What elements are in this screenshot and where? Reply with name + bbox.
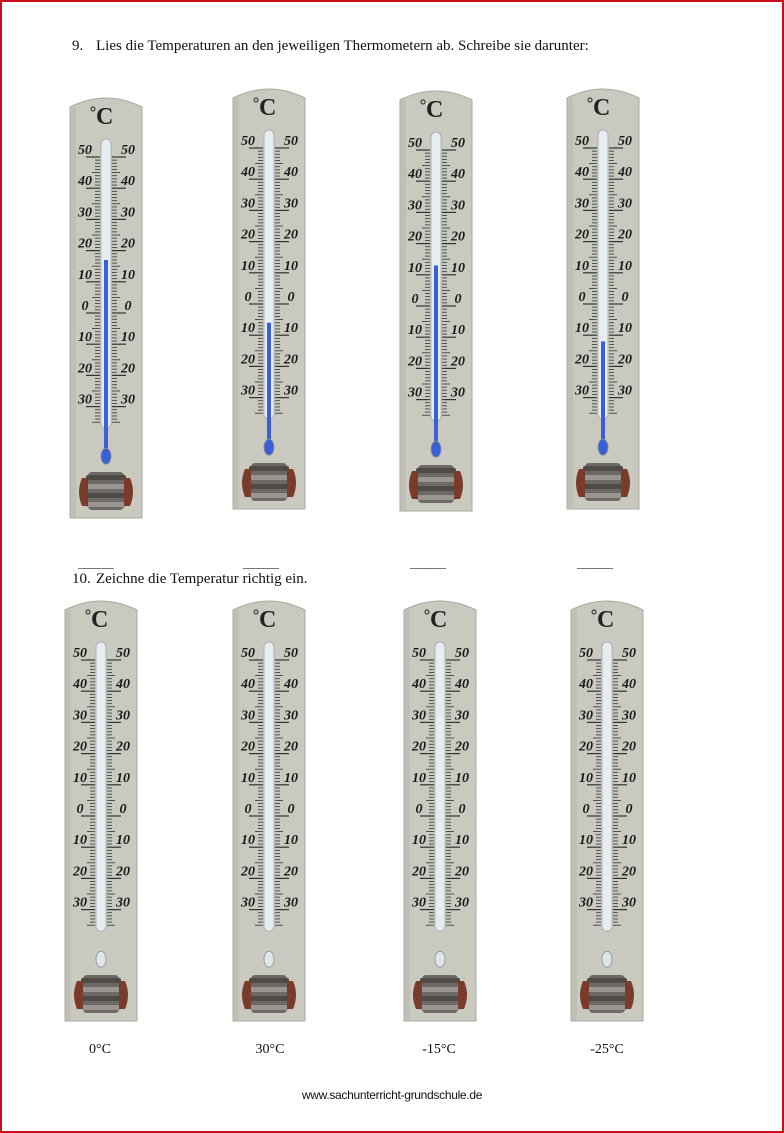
footer-url: www.sachunterricht-grundschule.de: [301, 1088, 483, 1102]
scale-label-right: 20: [451, 354, 465, 370]
scale-label-left: 0: [81, 299, 89, 314]
scale-label-right: 20: [451, 229, 465, 245]
scale-label-right: 0: [119, 802, 127, 817]
scale-label-right: 20: [618, 352, 632, 368]
task-9-text: Lies die Temperaturen an den jeweiligen Thermometern ab. Schreibe sie darunter:: [96, 38, 589, 54]
scale-label-left: 40: [579, 677, 593, 693]
scale-label-left: 30: [73, 895, 87, 911]
target-temp-2: 30°C: [255, 1042, 285, 1057]
scale-label-right: 50: [455, 646, 469, 661]
task-9: [72, 38, 589, 55]
scale-label-left: 10: [575, 258, 589, 274]
scale-label-right: 0: [458, 802, 466, 817]
scale-label-right: 0: [287, 290, 295, 305]
scale-label-right: 10: [284, 770, 298, 786]
celsius-label: C: [426, 97, 444, 123]
scale-label-left: 0: [244, 290, 252, 305]
scale-label-left: 0: [244, 802, 252, 817]
scale-label-right: 0: [621, 290, 629, 305]
scale-label-left: 30: [241, 196, 255, 212]
celsius-label: C: [593, 95, 611, 121]
scale-label-right: 50: [116, 646, 130, 661]
thermometer-4: [565, 84, 641, 511]
scale-label-left: 20: [241, 227, 255, 243]
scale-label-right: 50: [121, 143, 135, 158]
scale-label-right: 30: [284, 383, 298, 399]
thermometer-7[interactable]: [402, 596, 478, 1023]
scale-label-left: 10: [73, 833, 87, 849]
scale-label-left: 30: [241, 895, 255, 911]
scale-label-left: 10: [78, 267, 92, 283]
scale-label-right: 50: [284, 646, 298, 661]
answer-blank-1[interactable]: _______: [78, 556, 113, 570]
scale-label-right: 40: [284, 165, 298, 181]
scale-label-right: 10: [622, 833, 636, 849]
scale-label-right: 10: [451, 323, 465, 339]
scale-label-left: 50: [575, 134, 589, 149]
scale-label-right: 30: [116, 708, 130, 724]
thermometer-3: [398, 86, 474, 513]
scale-label-right: 30: [622, 895, 636, 911]
scale-label-right: 20: [622, 739, 636, 755]
scale-label-left: 40: [408, 167, 422, 183]
scale-label-left: 30: [78, 205, 92, 221]
scale-label-right: 30: [455, 895, 469, 911]
thermometer-2: [231, 84, 307, 511]
scale-label-right: 10: [455, 833, 469, 849]
scale-label-left: 10: [241, 258, 255, 274]
scale-label-left: 20: [78, 236, 92, 252]
scale-label-right: 50: [284, 134, 298, 149]
scale-label-left: 50: [73, 646, 87, 661]
thermometer-graphic: [569, 596, 645, 1023]
scale-label-left: 40: [241, 677, 255, 693]
scale-label-left: 20: [579, 864, 593, 880]
scale-label-left: 20: [579, 739, 593, 755]
target-temp-4: -25°C: [590, 1042, 624, 1057]
thermometer-8[interactable]: [569, 596, 645, 1023]
scale-label-left: 40: [78, 174, 92, 190]
scale-label-left: 10: [579, 770, 593, 786]
scale-label-left: 10: [241, 770, 255, 786]
scale-label-right: 0: [124, 299, 132, 314]
scale-label-right: 30: [451, 198, 465, 214]
scale-label-right: 10: [622, 770, 636, 786]
scale-label-right: 10: [116, 770, 130, 786]
scale-label-right: 10: [618, 258, 632, 274]
scale-label-left: 30: [73, 708, 87, 724]
scale-label-right: 40: [618, 165, 632, 181]
scale-label-left: 20: [73, 864, 87, 880]
scale-label-right: 10: [116, 833, 130, 849]
scale-label-left: 30: [579, 895, 593, 911]
scale-label-left: 20: [408, 229, 422, 245]
scale-label-left: 50: [241, 134, 255, 149]
scale-label-left: 30: [579, 708, 593, 724]
answer-blank-4[interactable]: _______: [577, 556, 612, 570]
scale-label-left: 20: [412, 739, 426, 755]
scale-label-right: 10: [284, 258, 298, 274]
scale-label-left: 20: [241, 864, 255, 880]
scale-label-left: 30: [241, 708, 255, 724]
scale-label-right: 10: [121, 267, 135, 283]
scale-label-right: 10: [451, 260, 465, 276]
thermometer-1: [68, 93, 144, 520]
scale-label-right: 0: [287, 802, 295, 817]
scale-label-right: 20: [116, 864, 130, 880]
scale-label-right: 30: [284, 895, 298, 911]
scale-label-right: 0: [625, 802, 633, 817]
scale-label-left: 30: [241, 383, 255, 399]
target-temp-3: -15°C: [422, 1042, 456, 1057]
scale-label-left: 10: [579, 833, 593, 849]
scale-label-left: 0: [76, 802, 84, 817]
scale-label-left: 10: [78, 330, 92, 346]
thermometer-5[interactable]: [63, 596, 139, 1023]
scale-label-right: 30: [618, 196, 632, 212]
scale-label-right: 30: [618, 383, 632, 399]
scale-label-left: 10: [408, 260, 422, 276]
thermometer-graphic: [402, 596, 478, 1023]
celsius-label: C: [430, 607, 448, 633]
scale-label-right: 30: [121, 392, 135, 408]
scale-label-right: 50: [622, 646, 636, 661]
scale-label-right: 20: [618, 227, 632, 243]
scale-label-right: 20: [284, 352, 298, 368]
target-temp-1: 0°C: [89, 1042, 111, 1057]
scale-label-left: 50: [579, 646, 593, 661]
answer-blank-2[interactable]: _______: [243, 556, 278, 570]
scale-label-right: 50: [451, 136, 465, 151]
scale-label-right: 20: [116, 739, 130, 755]
scale-label-left: 20: [241, 352, 255, 368]
scale-label-right: 20: [622, 864, 636, 880]
scale-label-left: 20: [241, 739, 255, 755]
scale-label-right: 10: [284, 321, 298, 337]
scale-label-right: 40: [451, 167, 465, 183]
scale-label-left: 20: [78, 361, 92, 377]
scale-label-right: 20: [455, 864, 469, 880]
thermometer-graphic: [231, 596, 307, 1023]
scale-label-left: 40: [575, 165, 589, 181]
scale-label-left: 20: [575, 227, 589, 243]
scale-label-right: 20: [284, 227, 298, 243]
scale-label-right: 40: [121, 174, 135, 190]
task-10-number: 10.: [72, 571, 91, 587]
scale-label-left: 10: [408, 323, 422, 339]
scale-label-left: 30: [408, 198, 422, 214]
scale-label-left: 0: [582, 802, 590, 817]
celsius-label: C: [96, 104, 114, 130]
scale-label-left: 10: [241, 321, 255, 337]
scale-label-left: 10: [575, 321, 589, 337]
liquid-column: [434, 265, 438, 445]
scale-label-right: 30: [451, 385, 465, 401]
thermometer-graphic: [68, 93, 144, 520]
scale-label-right: 20: [121, 361, 135, 377]
scale-label-right: 30: [455, 708, 469, 724]
scale-label-left: 30: [575, 196, 589, 212]
celsius-label: C: [259, 95, 277, 121]
scale-label-right: 30: [622, 708, 636, 724]
thermometer-graphic: [398, 86, 474, 513]
scale-label-left: 40: [241, 165, 255, 181]
scale-label-left: 30: [412, 708, 426, 724]
thermometer-graphic: [565, 84, 641, 511]
scale-label-right: 10: [121, 330, 135, 346]
scale-label-right: 30: [284, 196, 298, 212]
scale-label-right: 0: [454, 292, 462, 307]
liquid-column: [601, 341, 605, 443]
thermometer-graphic: [63, 596, 139, 1023]
scale-label-left: 0: [411, 292, 419, 307]
scale-label-left: 0: [415, 802, 423, 817]
scale-label-left: 10: [412, 770, 426, 786]
scale-label-left: 10: [412, 833, 426, 849]
scale-label-left: 10: [73, 770, 87, 786]
scale-label-right: 40: [116, 677, 130, 693]
scale-label-left: 20: [73, 739, 87, 755]
scale-label-right: 20: [284, 739, 298, 755]
thermometer-graphic: [231, 84, 307, 511]
scale-label-right: 30: [121, 205, 135, 221]
scale-label-right: 40: [455, 677, 469, 693]
scale-label-right: 10: [618, 321, 632, 337]
scale-label-left: 50: [78, 143, 92, 158]
scale-label-right: 10: [455, 770, 469, 786]
scale-label-left: 0: [578, 290, 586, 305]
scale-label-right: 40: [284, 677, 298, 693]
scale-label-right: 20: [455, 739, 469, 755]
scale-label-right: 40: [622, 677, 636, 693]
celsius-label: C: [259, 607, 277, 633]
scale-label-left: 50: [241, 646, 255, 661]
scale-label-left: 30: [78, 392, 92, 408]
scale-label-left: 10: [241, 833, 255, 849]
scale-label-right: 10: [284, 833, 298, 849]
scale-label-left: 30: [575, 383, 589, 399]
scale-label-right: 20: [121, 236, 135, 252]
celsius-label: C: [91, 607, 109, 633]
scale-label-left: 40: [412, 677, 426, 693]
task-10-text: Zeichne die Temperatur richtig ein.: [96, 571, 308, 587]
celsius-label: C: [597, 607, 615, 633]
scale-label-left: 20: [412, 864, 426, 880]
scale-label-left: 30: [412, 895, 426, 911]
scale-label-right: 30: [284, 708, 298, 724]
scale-label-left: 50: [408, 136, 422, 151]
thermometer-6[interactable]: [231, 596, 307, 1023]
scale-label-left: 20: [575, 352, 589, 368]
scale-label-right: 50: [618, 134, 632, 149]
liquid-column: [267, 323, 271, 443]
liquid-column: [104, 260, 108, 452]
scale-label-left: 20: [408, 354, 422, 370]
scale-label-right: 30: [116, 895, 130, 911]
task-9-number: 9.: [72, 38, 84, 54]
scale-label-right: 20: [284, 864, 298, 880]
task-10: [72, 571, 308, 588]
answer-blank-3[interactable]: _______: [410, 556, 445, 570]
scale-label-left: 40: [73, 677, 87, 693]
scale-label-left: 50: [412, 646, 426, 661]
scale-label-left: 30: [408, 385, 422, 401]
